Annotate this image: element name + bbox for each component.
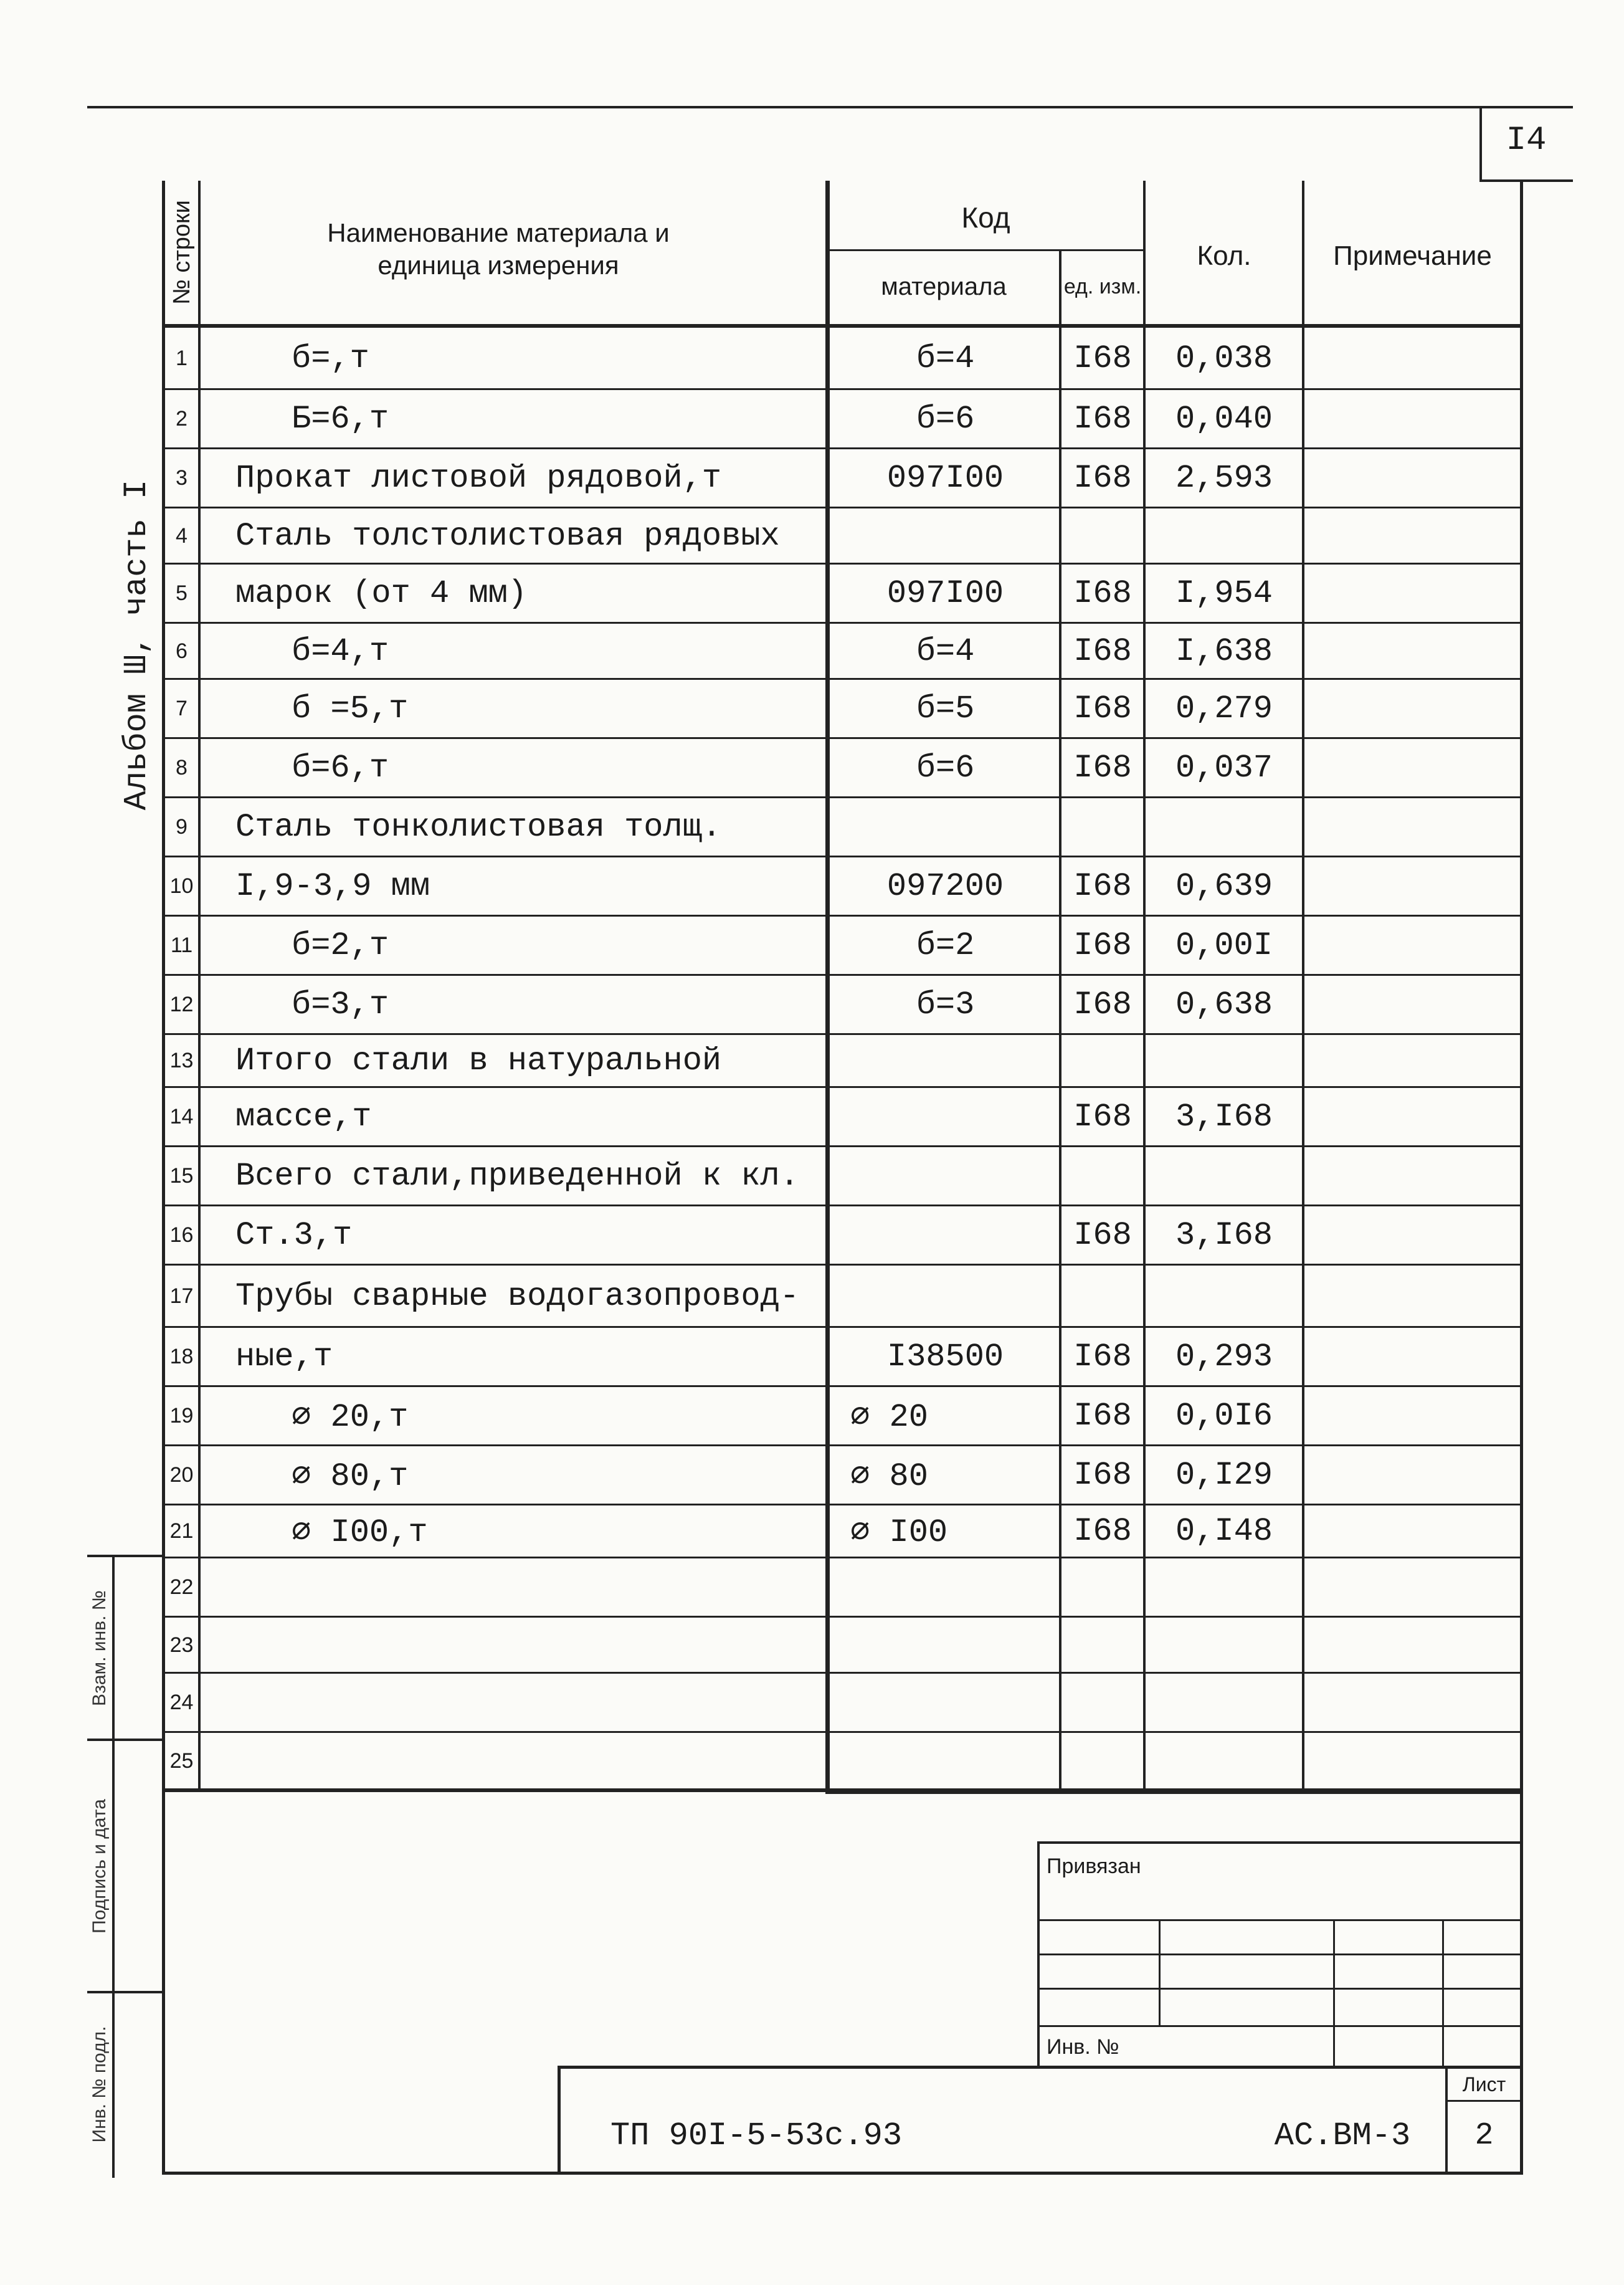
cell-qty: 0,293 [1175,1338,1273,1375]
cell-n: 5 [176,581,188,605]
cell-code: 097200 [886,868,1004,905]
tb-grid-line3 [1037,1988,1520,1990]
cell-n: 23 [169,1633,194,1657]
cell-qty: 0,0I6 [1175,1398,1273,1434]
cell-n: 16 [169,1223,194,1247]
cell-code [832,1732,1059,1790]
cell-n: 3 [176,466,188,490]
cell-n: 6 [176,639,188,663]
cell-n: 25 [169,1748,194,1773]
cell-n: 4 [176,523,188,548]
header-code-unit: ед. изм. [1063,274,1142,298]
cell-code [832,1034,1059,1087]
cell-name: б =5,т [292,690,409,727]
col-sep-qty [1302,181,1304,1791]
cell-code: ∅ I00 [850,1514,948,1551]
cell-n: 7 [176,697,188,720]
cell-qty: I,954 [1175,575,1273,612]
cell-n: 15 [169,1164,194,1188]
cell-code [832,1147,1059,1206]
cell-name [235,1617,821,1673]
cell-qty [1146,1265,1302,1327]
cell-unit [1062,1034,1143,1087]
col-sep-rowno [198,181,201,1791]
cell-name: б=,т [292,340,369,377]
cell-name: ∅ 20,т [292,1399,409,1436]
cell-code [832,798,1059,857]
cell-n: 14 [169,1105,194,1128]
cell-qty: 3,I68 [1175,1217,1273,1254]
stamp-label-signature-date: Подпись и дата [89,1799,110,1934]
cell-name [235,1732,821,1790]
col-sep-name [825,181,830,1791]
header-note: Примечание [1333,240,1492,271]
col-sep-unit [1143,181,1146,1791]
cell-n: 17 [169,1284,194,1308]
cell-qty [1146,1034,1302,1087]
cell-name [235,1558,821,1617]
cell-name: марок (от 4 мм) [235,575,528,612]
cell-code [832,1265,1059,1327]
cell-unit: I68 [1073,1513,1132,1550]
tb-inv-label: Инв. № [1047,2035,1119,2059]
cell-qty: 2,593 [1175,460,1273,497]
cell-unit [1062,1673,1143,1732]
table-bottom [825,1790,1523,1794]
corner-box-left [1479,106,1482,182]
cell-n: 8 [176,756,188,780]
tb-sheet-col [1445,2066,1448,2173]
album-part-label: Альбом Ш, часть I [118,479,155,811]
cell-name: Итого стали в натуральной [235,1042,722,1079]
cell-unit: I68 [1073,690,1132,727]
tb-attached-label: Привязан [1047,1854,1141,1878]
cell-name: ные,т [235,1338,333,1375]
cell-unit: I68 [1073,1217,1132,1254]
cell-name: Всего стали,приведенной к кл. [235,1158,799,1195]
cell-unit: I68 [1073,868,1132,905]
cell-code [832,1087,1059,1147]
frame-right [1520,181,1523,2175]
cell-unit [1062,1558,1143,1617]
cell-n: 20 [169,1463,194,1487]
tb-sheet-split [1445,2100,1520,2102]
cell-name: I,9-3,9 мм [235,868,430,905]
tb-grid-col1 [1159,1919,1161,2025]
cell-code: б=4 [916,632,975,670]
cell-unit [1062,798,1143,857]
cell-name: Сталь толстолистовая рядовых [235,517,780,555]
cell-n: 22 [169,1575,194,1599]
cell-name: Б=6,т [292,401,389,437]
cell-code: ∅ 80 [850,1458,928,1495]
cell-code: ∅ 20 [850,1399,928,1436]
tb-attached-top [1037,1841,1520,1844]
cell-unit [1062,1617,1143,1673]
cell-code: б=5 [916,690,975,727]
cell-qty: 0,279 [1175,690,1273,727]
cell-unit: I68 [1073,986,1132,1023]
tb-drawing-set: АС.ВМ-3 [1274,2117,1411,2154]
cell-code: б=6 [916,750,975,786]
cell-name: массе,т [235,1099,372,1135]
cell-n: 21 [169,1519,194,1543]
tb-sheet-label: Лист [1462,2073,1506,2096]
cell-name [235,1673,821,1732]
cell-qty: 0,037 [1175,750,1273,786]
cell-name: Ст.3,т [235,1217,353,1254]
header-code-split [825,249,1144,251]
cell-n: 11 [170,933,193,957]
cell-code: б=3 [916,986,975,1023]
cell-n: 24 [169,1691,194,1714]
cell-unit: I68 [1073,632,1132,670]
tb-main-left [558,2066,561,2173]
cell-unit: I68 [1073,1398,1132,1434]
cell-n: 13 [169,1049,194,1072]
cell-code [832,1558,1059,1617]
cell-unit [1062,1147,1143,1206]
stamp-label-replace-inv: Взам. инв. № [89,1590,110,1706]
sheet-corner-number: I4 [1506,121,1547,160]
cell-name: Сталь тонколистовая толщ. [235,809,722,846]
cell-name: ∅ 80,т [292,1458,409,1495]
cell-qty: 0,I29 [1175,1457,1273,1494]
header-row-no: № строки [169,200,195,305]
cell-unit [1062,508,1143,564]
header-name: Наименование материала и единица измерения [327,217,670,280]
cell-n: 9 [176,815,188,839]
tb-main-top [558,2066,1520,2069]
tb-sheet-number: 2 [1474,2118,1494,2154]
cell-qty [1146,1617,1302,1673]
top-border [87,106,1573,108]
cell-name: Трубы сварные водогазопровод- [235,1277,799,1315]
cell-qty: I,638 [1175,632,1273,670]
cell-unit: I68 [1073,1338,1132,1375]
cell-unit: I68 [1073,1099,1132,1135]
cell-unit [1062,1265,1143,1327]
tb-doc-code: ТП 90I-5-53с.93 [610,2117,903,2154]
tb-grid-line1 [1037,1919,1520,1921]
cell-code [832,1617,1059,1673]
cell-qty: 0,038 [1175,340,1273,377]
cell-n: 2 [176,407,188,431]
cell-name: б=6,т [292,750,389,786]
cell-qty: 0,I48 [1175,1513,1273,1550]
cell-qty: 3,I68 [1175,1099,1273,1135]
cell-n: 12 [169,993,194,1016]
cell-unit: I68 [1073,1457,1132,1494]
cell-unit: I68 [1073,927,1132,964]
cell-qty [1146,1673,1302,1732]
cell-name: Прокат листовой рядовой,т [235,460,722,497]
cell-qty [1146,508,1302,564]
header-code: Код [961,201,1010,234]
cell-code: 097I00 [886,575,1004,612]
cell-n: 10 [169,874,194,898]
cell-qty: 0,00I [1175,927,1273,964]
cell-name: б=3,т [292,986,389,1023]
header-qty: Кол. [1197,240,1251,271]
cell-qty [1146,1732,1302,1790]
cell-unit: I68 [1073,340,1132,377]
cell-code: I38500 [886,1338,1004,1375]
cell-name: ∅ I00,т [292,1514,428,1551]
cell-qty [1146,1147,1302,1206]
tb-grid-col3 [1442,1919,1444,2069]
cell-qty: 0,638 [1175,986,1273,1023]
cell-qty [1146,1558,1302,1617]
cell-code: б=4 [916,340,975,377]
header-code-material: материала [881,273,1007,300]
cell-unit: I68 [1073,401,1132,437]
col-sep-code [1059,249,1061,1791]
cell-n: 19 [169,1404,194,1428]
cell-code [832,508,1059,564]
frame-bottom [162,2172,1523,2175]
cell-n: 18 [169,1345,194,1368]
cell-unit [1062,1732,1143,1790]
tb-grid-col2 [1333,1919,1335,2069]
cell-name: б=4,т [292,632,389,670]
cell-code: 097I00 [886,460,1004,497]
cell-n: 1 [176,346,188,370]
cell-code [832,1206,1059,1265]
cell-code [832,1673,1059,1732]
cell-unit: I68 [1073,575,1132,612]
cell-unit: I68 [1073,750,1132,786]
stamp-label-inv-original: Инв. № подл. [89,2026,110,2143]
cell-unit: I68 [1073,460,1132,497]
cell-qty: 0,639 [1175,868,1273,905]
tb-grid-line2 [1037,1953,1520,1955]
cell-qty [1146,798,1302,857]
cell-name: б=2,т [292,927,389,964]
cell-code: б=2 [916,927,975,964]
cell-qty: 0,040 [1175,401,1273,437]
corner-box-bottom [1479,179,1573,182]
tb-grid-line4 [1037,2025,1520,2027]
cell-code: б=6 [916,401,975,437]
